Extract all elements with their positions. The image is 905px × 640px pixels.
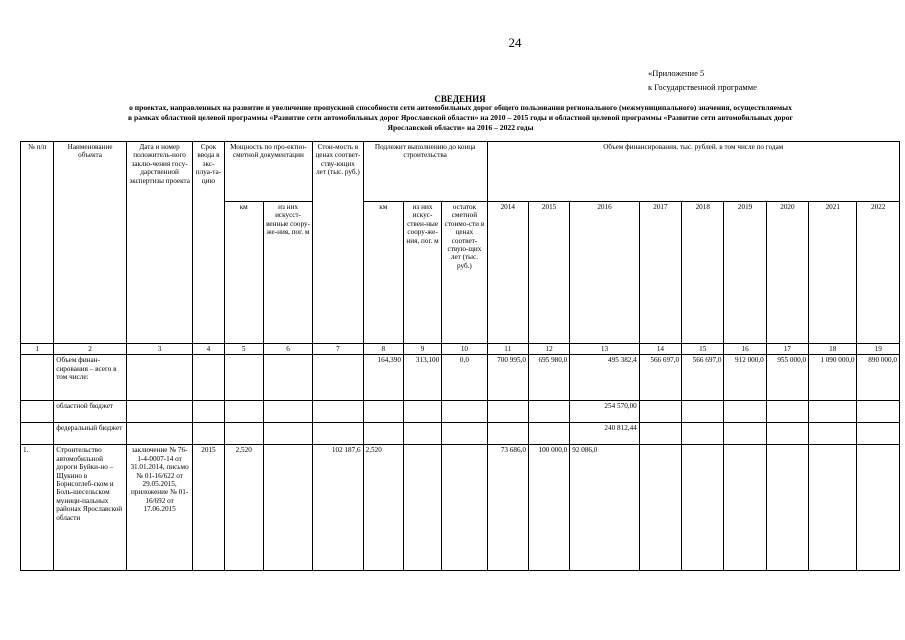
item1-num: 1. xyxy=(21,445,54,571)
cell-empty xyxy=(442,445,487,571)
cell-empty xyxy=(193,355,224,401)
appendix-line-2: к Государственной программе xyxy=(648,82,757,92)
cell-empty xyxy=(193,423,224,445)
cell-empty xyxy=(21,355,54,401)
header-year-2019: 2019 xyxy=(724,202,766,344)
cell-empty xyxy=(313,355,363,401)
total-name: Объем финан-сирования – всего в том числе: xyxy=(54,355,127,401)
col-number-12: 12 xyxy=(528,344,569,355)
col-number-5: 5 xyxy=(224,344,263,355)
col-number-9: 9 xyxy=(403,344,441,355)
cell-empty xyxy=(487,423,528,445)
cell-empty xyxy=(442,423,487,445)
cell-empty xyxy=(639,423,681,445)
column-number-row xyxy=(21,344,900,355)
total-2022: 890 000,0 xyxy=(857,355,900,401)
subtitle-line-2: в рамках областной целевой программы «Развитие сети автомобильных дорог Ярославской области» на 2010 – 2015 годы и областной целевой программы «Развитие сети автомобильных дорог xyxy=(128,113,793,122)
item1-term: 2015 xyxy=(193,445,224,571)
regional-2016: 254 570,00 xyxy=(570,401,640,423)
table-row-federal xyxy=(21,423,900,445)
cell-empty xyxy=(857,401,900,423)
item1-date: заключение № 76-1-4-0007-14 от 31.01.2014, письмо № 01-16/622 от 29.05.2015, приложение № 01-16/692 от 17.06.2015 xyxy=(126,445,193,571)
col-number-1: 1 xyxy=(21,344,54,355)
col-number-19: 19 xyxy=(857,344,900,355)
header-date: Дата и номер положитель-ного заклю-чения госу-дарственной экспертизы проекта xyxy=(126,142,193,344)
cell-empty xyxy=(682,445,724,571)
table-row-total xyxy=(21,355,900,401)
cell-empty xyxy=(528,423,569,445)
subtitle-line-3: Ярославской области» на 2016 – 2022 годы xyxy=(387,123,534,132)
total-rem-structures: 313,100 xyxy=(403,355,441,401)
cell-empty xyxy=(724,423,766,445)
federal-name: федеральный бюджет xyxy=(54,423,127,445)
header-cap-structures: из них искусст-венные соору-же-ния, пог. м xyxy=(263,202,312,344)
cell-empty xyxy=(403,423,441,445)
header-year-2016: 2016 xyxy=(570,202,640,344)
cell-empty xyxy=(682,423,724,445)
cell-empty xyxy=(193,401,224,423)
cell-empty xyxy=(857,445,900,571)
total-rem-km: 164,390 xyxy=(363,355,403,401)
cell-empty xyxy=(487,401,528,423)
document-title: СВЕДЕНИЯ xyxy=(434,94,486,104)
cell-empty xyxy=(263,401,312,423)
header-name: Наименование объекта xyxy=(54,142,127,344)
cell-empty xyxy=(224,355,263,401)
cell-empty xyxy=(639,445,681,571)
header-capacity: Мощность по про-ектно-сметной документации xyxy=(224,142,313,202)
header-year-2021: 2021 xyxy=(809,202,857,344)
cell-empty xyxy=(528,401,569,423)
cell-empty xyxy=(766,445,808,571)
header-rem-balance: остаток сметной стоимо-сти в ценах соответ-ствую-щих лет (тыс. руб.) xyxy=(442,202,487,344)
col-number-13: 13 xyxy=(570,344,640,355)
col-number-2: 2 xyxy=(54,344,127,355)
cell-empty xyxy=(224,423,263,445)
appendix-line-1: «Приложение 5 xyxy=(648,68,705,78)
header-financing: Объем финансирования, тыс. рублей. в том числе по годам xyxy=(487,142,899,202)
total-2016: 495 382,4 xyxy=(570,355,640,401)
col-number-3: 3 xyxy=(126,344,193,355)
total-2019: 912 000,0 xyxy=(724,355,766,401)
table-row-item-1 xyxy=(21,445,900,571)
cell-empty xyxy=(766,401,808,423)
page-number: 24 xyxy=(508,35,522,50)
cell-empty xyxy=(21,401,54,423)
table-row-regional xyxy=(21,401,900,423)
subtitle-line-1: о проектах, направленных на развитие и увеличение пропускной способности сети автомобильных дорог общего пользования регионального (межмуниципального) значения, осуществляемых xyxy=(129,103,792,112)
total-2018: 566 697,0 xyxy=(682,355,724,401)
cell-empty xyxy=(682,401,724,423)
cell-empty xyxy=(313,423,363,445)
cell-empty xyxy=(809,401,857,423)
header-rem-structures: из них искус-ствен-ные соору-же-ния, пог. м xyxy=(403,202,441,344)
cell-empty xyxy=(724,401,766,423)
cell-empty xyxy=(313,401,363,423)
cell-empty xyxy=(21,423,54,445)
header-num: № п/п xyxy=(21,142,54,344)
document-subtitle xyxy=(18,103,903,133)
cell-empty xyxy=(126,423,193,445)
col-number-11: 11 xyxy=(487,344,528,355)
header-year-2022: 2022 xyxy=(857,202,900,344)
header-cost: Стои-мость в ценах соответ-ству-ющих лет (тыс. руб.) xyxy=(313,142,363,344)
col-number-18: 18 xyxy=(809,344,857,355)
col-number-14: 14 xyxy=(639,344,681,355)
item1-rem-km: 2,520 xyxy=(363,445,403,571)
cell-empty xyxy=(766,423,808,445)
col-number-16: 16 xyxy=(724,344,766,355)
col-number-15: 15 xyxy=(682,344,724,355)
header-term: Срок ввода в экс-плуа-та-цию xyxy=(193,142,224,344)
total-rem-balance: 0,0 xyxy=(442,355,487,401)
col-number-17: 17 xyxy=(766,344,808,355)
cell-empty xyxy=(263,423,312,445)
header-year-2015: 2015 xyxy=(528,202,569,344)
cell-empty xyxy=(403,445,441,571)
item1-2015: 100 000,0 xyxy=(528,445,569,571)
col-number-8: 8 xyxy=(363,344,403,355)
header-year-2014: 2014 xyxy=(487,202,528,344)
col-number-10: 10 xyxy=(442,344,487,355)
total-2014: 700 995,0 xyxy=(487,355,528,401)
item1-2014: 73 686,0 xyxy=(487,445,528,571)
cell-empty xyxy=(263,355,312,401)
cell-empty xyxy=(724,445,766,571)
cell-empty xyxy=(126,401,193,423)
total-2017: 566 697,0 xyxy=(639,355,681,401)
federal-2016: 240 812,44 xyxy=(570,423,640,445)
header-remaining: Подлежит выполнению до конца строительства xyxy=(363,142,487,202)
item1-cap-km: 2,520 xyxy=(224,445,263,571)
cell-empty xyxy=(403,401,441,423)
cell-empty xyxy=(442,401,487,423)
cell-empty xyxy=(809,423,857,445)
header-year-2017: 2017 xyxy=(639,202,681,344)
header-rem-km: км xyxy=(363,202,403,344)
total-2021: 1 090 000,0 xyxy=(809,355,857,401)
cell-empty xyxy=(224,401,263,423)
header-year-2018: 2018 xyxy=(682,202,724,344)
col-number-7: 7 xyxy=(313,344,363,355)
cell-empty xyxy=(363,401,403,423)
item1-2016: 92 086,0 xyxy=(570,445,640,571)
cell-empty xyxy=(126,355,193,401)
col-number-6: 6 xyxy=(263,344,312,355)
item1-name: Строительство автомобильной дороги Буйки-но – Щукино в Борисоглеб-ском и Боль-шесельском муници-пальных районах Ярославской области xyxy=(54,445,127,571)
total-2015: 695 980,0 xyxy=(528,355,569,401)
total-2020: 955 000,0 xyxy=(766,355,808,401)
item1-cost: 102 187,6 xyxy=(313,445,363,571)
cell-empty xyxy=(857,423,900,445)
col-number-4: 4 xyxy=(193,344,224,355)
cell-empty xyxy=(363,423,403,445)
cell-empty xyxy=(639,401,681,423)
cell-empty xyxy=(263,445,312,571)
regional-name: областной бюджет xyxy=(54,401,127,423)
cell-empty xyxy=(809,445,857,571)
header-year-2020: 2020 xyxy=(766,202,808,344)
projects-table xyxy=(20,141,900,571)
header-cap-km: км xyxy=(224,202,263,344)
appendix-note xyxy=(648,66,757,94)
